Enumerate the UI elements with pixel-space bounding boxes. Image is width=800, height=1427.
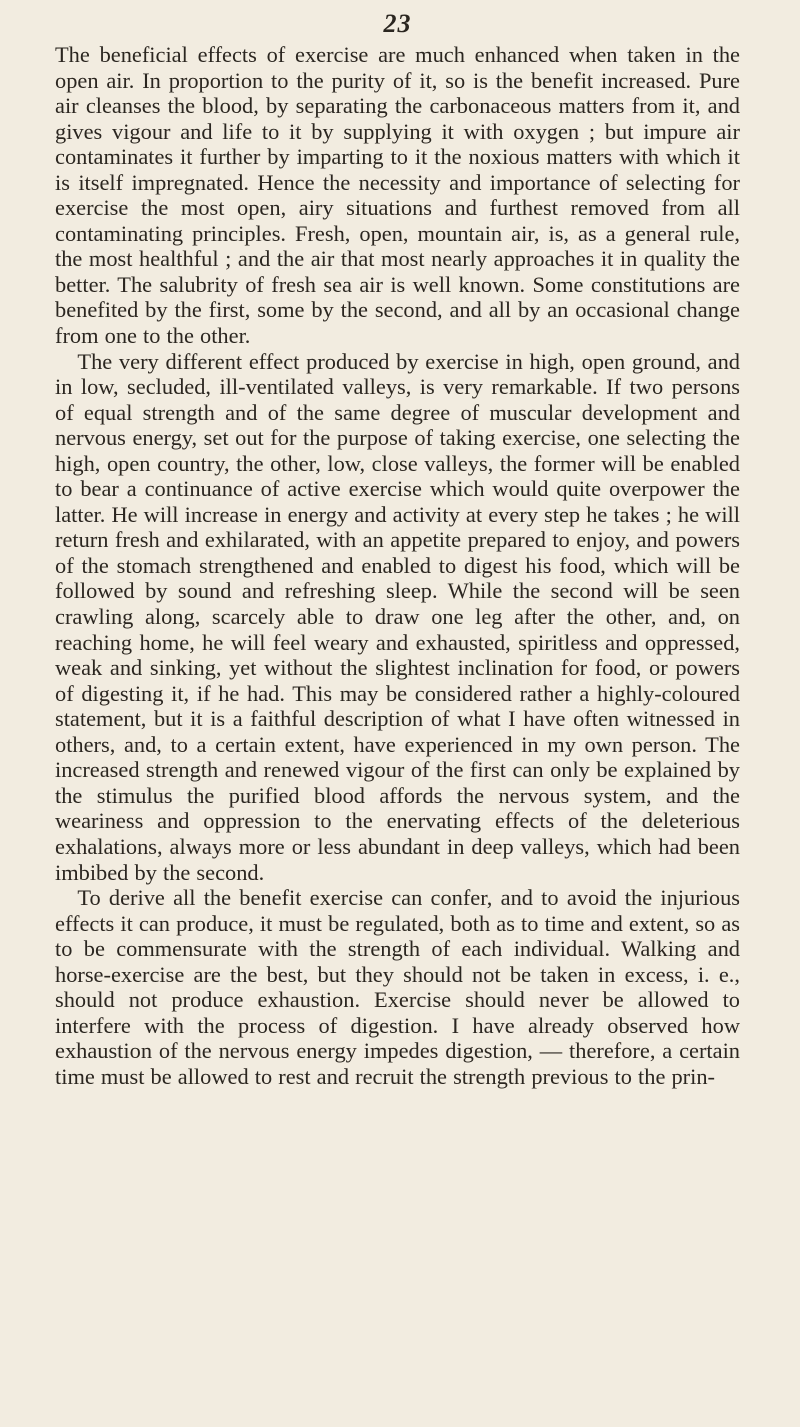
paragraph-2: The very different effect produced by exercise in high, open ground, and in low, secluded, ill-ventilated valleys, is very remarkable. If two persons of equal strength and of the same degree of muscular development and nervous energy, set out for the purpose of taking exercise, one selecting the high, open country, the other, low, close valleys, the former will be enabled to bear a continuance of active exercise which would quite overpower the latter. He will increase in energy and activity at every step he takes ; he will return fresh and exhilarated, with an appetite prepared to enjoy, and powers of the stomach strengthened and enabled to digest his food, which will be followed by sound and refreshing sleep. While the second will be seen crawling along, scarcely able to draw one leg after the other, and, on reaching home, he will feel weary and exhausted, spiritless and oppressed, weak and sinking, yet without the slightest inclination for food, or powers of digesting it, if he had. This may be considered rather a highly-coloured statement, but it is a faithful description of what I have often witnessed in others, and, to a certain extent, have experienced in my own person. The increased strength and renewed vigour of the first can only be explained by the stimulus the purified blood affords the nervous system, and the weariness and oppression to the enervating effects of the deleterious exhalations, always more or less abundant in deep valleys, which had been imbibed by the second. [55,348,740,885]
page-number: 23 [383,9,412,38]
paragraph-1: The beneficial effects of exercise are much enhanced when taken in the open air. In proportion to the purity of it, so is the benefit increased. Pure air cleanses the blood, by separating the carbonaceous matters from it, and gives vigour and life to it by supplying it with oxygen ; but impure air contaminates it further by imparting to it the noxious matters with which it is itself impregnated. Hence the necessity and importance of selecting for exercise the most open, airy situations and furthest removed from all contaminating principles. Fresh, open, mountain air, is, as a general rule, the most healthful ; and the air that most nearly approaches it in quality the better. The salubrity of fresh sea air is well known. Some constitutions are benefited by the first, some by the second, and all by an occasional change from one to the other. [55,42,740,349]
body-text [55,42,740,1089]
paragraph-3: To derive all the benefit exercise can confer, and to avoid the injurious effects it can produce, it must be regulated, both as to time and extent, so as to be commensurate with the strength of each individual. Walking and horse-exercise are the best, but they should not be taken in excess, i. e., should not produce exhaustion. Exercise should never be allowed to interfere with the process of digestion. I have already observed how exhaustion of the nervous energy impedes digestion, — therefore, a certain time must be allowed to rest and recruit the strength previous to the prin- [55,885,740,1089]
